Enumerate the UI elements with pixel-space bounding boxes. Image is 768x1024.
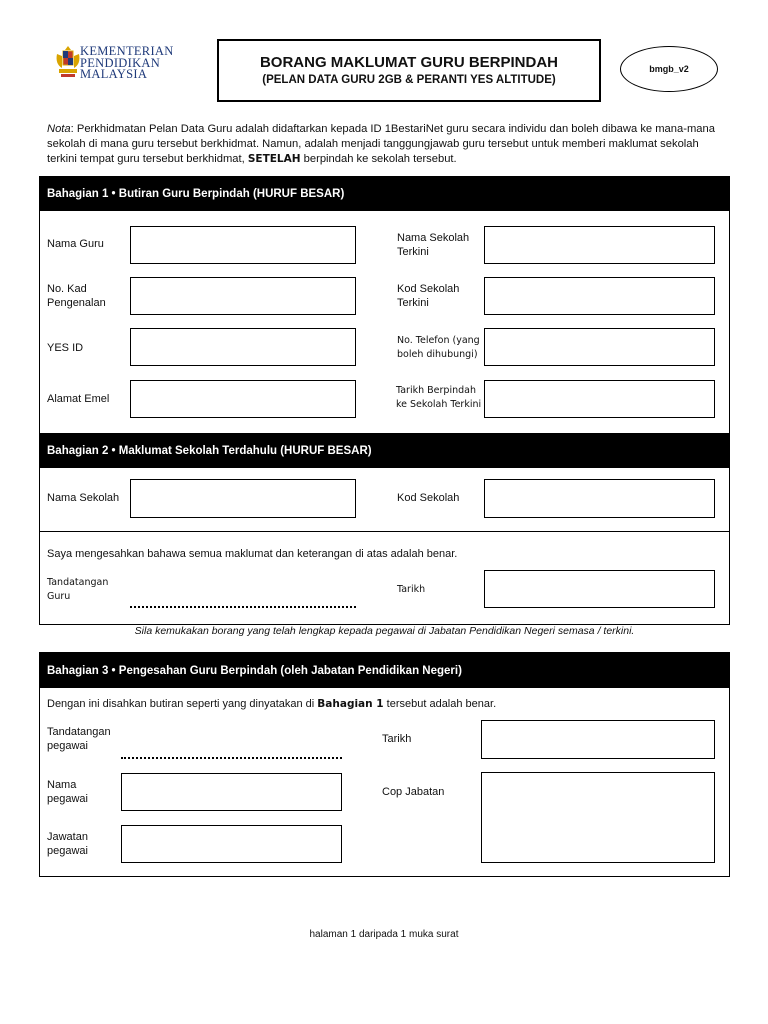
- label-nama-sekolah: Nama Sekolah: [47, 492, 120, 504]
- label-tarikh-berpindah: Tarikh Berpindah ke Sekolah Terkini: [396, 385, 482, 410]
- section2-header: [39, 433, 730, 468]
- label-yes-id: YES ID: [47, 342, 84, 354]
- tarikh-guru-field[interactable]: [484, 570, 715, 608]
- note-emphasis: SETELAH: [247, 153, 301, 165]
- cop-jabatan-field[interactable]: [481, 772, 715, 863]
- label-tarikh-pegawai: Tarikh: [382, 733, 412, 745]
- label-kod-sekolah: Kod Sekolah: [397, 492, 460, 504]
- label-tarikh-guru: Tarikh: [397, 584, 426, 595]
- coat-of-arms-icon: [55, 44, 81, 80]
- section1-header: [39, 177, 730, 211]
- submit-note: Sila kemukakan borang yang telah lengkap kepada pegawai di Jabatan Pendidikan Negeri semasa / terkini.: [134, 625, 635, 637]
- ministry-name: [80, 46, 174, 81]
- statement-before: Dengan ini disahkan butiran seperti yang dinyatakan di: [47, 698, 318, 710]
- nama-sekolah-terkini-field[interactable]: [484, 226, 715, 264]
- page-footer: halaman 1 daripada 1 muka surat: [309, 929, 459, 940]
- note-label: Nota: [47, 123, 71, 135]
- section3-header: [39, 653, 730, 688]
- tarikh-pegawai-field[interactable]: [481, 720, 715, 759]
- tarikh-berpindah-field[interactable]: [484, 380, 715, 418]
- yes-id-field[interactable]: [130, 328, 356, 366]
- section3-title: Bahagian 3 • Pengesahan Guru Berpindah (oleh Jabatan Pendidikan Negeri): [47, 664, 462, 677]
- nama-guru-field[interactable]: [130, 226, 356, 264]
- section3-statement: [47, 698, 496, 710]
- no-telefon-field[interactable]: [484, 328, 715, 366]
- section2-divider: [39, 531, 730, 532]
- note-text-before: : Perkhidmatan Pelan Data Guru adalah didaftarkan kepada ID 1BestariNet guru secara individu dan boleh dibawa ke mana-mana sekolah di mana guru tersebut berkhidmat. Namun, adalah menjadi tanggungjawab guru tersebut untuk memberi maklumat sekolah terkini tempat guru tersebut berkhidmat,: [47, 123, 715, 165]
- label-alamat-emel: Alamat Emel: [47, 393, 110, 405]
- form-code: bmgb_v2: [649, 64, 689, 74]
- form-title-box: [217, 39, 601, 102]
- form-code-badge: [620, 46, 718, 92]
- kad-pengenalan-field[interactable]: [130, 277, 356, 315]
- logo-line-1: KEMENTERIAN: [80, 44, 174, 58]
- alamat-emel-field[interactable]: [130, 380, 356, 418]
- statement-after: tersebut adalah benar.: [383, 698, 497, 710]
- tandatangan-pegawai-line[interactable]: [121, 757, 342, 759]
- label-nama-pegawai: Nama pegawai: [47, 779, 88, 805]
- label-nama-sekolah-terkini: Nama Sekolah Terkini: [397, 232, 470, 258]
- jawatan-pegawai-field[interactable]: [121, 825, 342, 863]
- label-tandatangan-pegawai: Tandatangan pegawai: [47, 726, 111, 752]
- note-paragraph: [47, 122, 727, 167]
- label-kad-pengenalan: No. Kad Pengenalan: [47, 283, 106, 309]
- label-cop-jabatan: Cop Jabatan: [382, 786, 445, 798]
- note-text-after: berpindah ke sekolah tersebut.: [300, 153, 457, 165]
- label-no-telefon: No. Telefon (yang boleh dihubungi): [397, 335, 480, 360]
- confirmation-text: Saya mengesahkan bahawa semua maklumat dan keterangan di atas adalah benar.: [47, 548, 458, 560]
- form-title: BORANG MAKLUMAT GURU BERPINDAH: [259, 54, 559, 71]
- nama-sekolah-field[interactable]: [130, 479, 356, 518]
- tandatangan-guru-line[interactable]: [130, 606, 356, 608]
- form-subtitle: (PELAN DATA GURU 2GB & PERANTI YES ALTITUDE): [262, 74, 556, 86]
- label-kod-sekolah-terkini: Kod Sekolah Terkini: [397, 283, 460, 309]
- section2-title: Bahagian 2 • Maklumat Sekolah Terdahulu (HURUF BESAR): [47, 444, 372, 457]
- label-nama-guru: Nama Guru: [47, 238, 104, 250]
- kod-sekolah-terkini-field[interactable]: [484, 277, 715, 315]
- nama-pegawai-field[interactable]: [121, 773, 342, 811]
- label-jawatan-pegawai: Jawatan pegawai: [47, 831, 88, 857]
- statement-bold: Bahagian 1: [317, 698, 384, 710]
- label-tandatangan-guru: Tandatangan Guru: [47, 577, 109, 602]
- logo-line-2: PENDIDIKAN: [80, 55, 161, 70]
- kod-sekolah-field[interactable]: [484, 479, 715, 518]
- section1-title: Bahagian 1 • Butiran Guru Berpindah (HURUF BESAR): [47, 188, 345, 200]
- logo-line-3: MALAYSIA: [80, 67, 148, 81]
